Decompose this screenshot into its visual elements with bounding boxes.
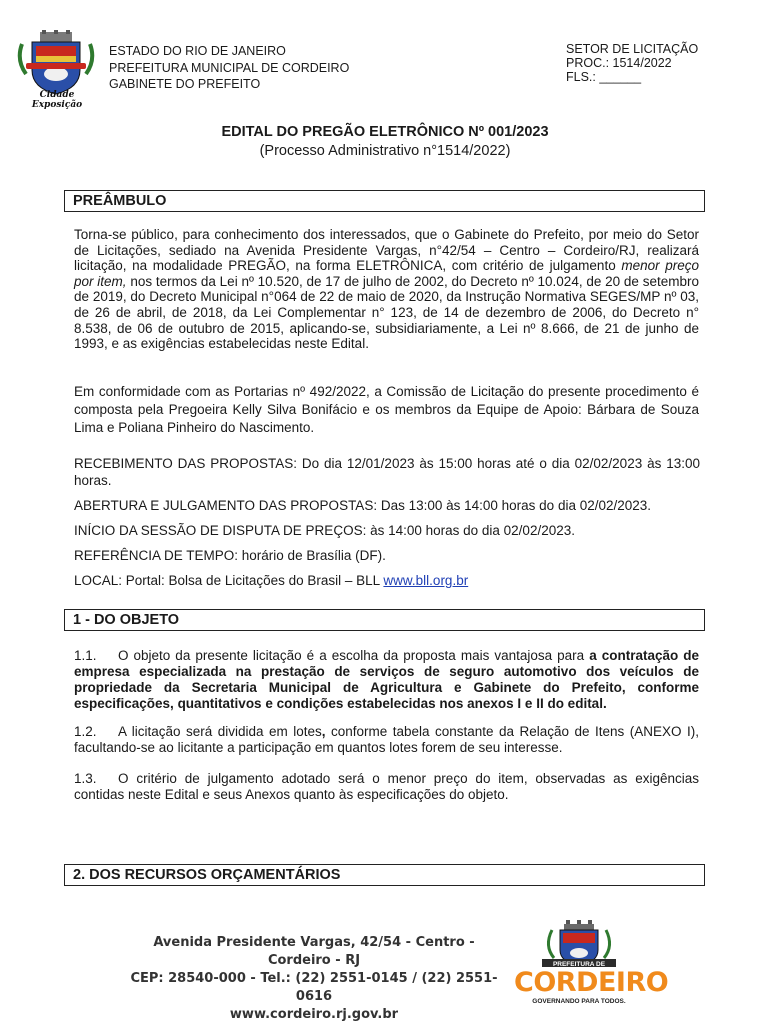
header-proc: PROC.: 1514/2022 [566, 56, 672, 70]
objeto-item-1-2: 1.2. A licitação será dividida em lotes, conforme tabela constante da Relação de Itens (ANEXO I), facultando-se ao licitante a participação em quantos lotes forem de seu interesse. [74, 724, 699, 755]
section-heading-recursos: 2. DOS RECURSOS ORÇAMENTÁRIOS [64, 864, 705, 886]
footer-phone: CEP: 28540-000 - Tel.: (22) 2551-0145 / (22) 2551-0616 [130, 971, 498, 1004]
header-institution [109, 43, 349, 93]
objeto-item-1-1: 1.1. O objeto da presente licitação é a escolha da proposta mais vantajosa para a contratação de empresa especializada na prestação de serviços de seguro automotivo dos veículos de propriedade da Secretaria Municipal de Agricultura e Gabinete do Prefeito, conforme especificações, quantitativos e condições estabelecidas nos anexos I e II do edital. [74, 648, 699, 711]
opening-of-proposals: ABERTURA E JULGAMENTO DAS PROPOSTAS: Das 13:00 às 14:00 horas do dia 02/02/2023. [74, 498, 652, 513]
footer-site: www.cordeiro.rj.gov.br [229, 1007, 399, 1022]
document-subtitle: (Processo Administrativo n°1514/2022) [259, 143, 511, 159]
section-heading-objeto: 1 - DO OBJETO [64, 609, 705, 631]
preambulo-paragraph-1: Torna-se público, para conhecimento dos interessados, que o Gabinete do Prefeito, por meio do Setor de Licitações, sediado na Avenida Presidente Vargas, n°42/54 – Centro – Cordeiro/RJ, realizará licitação, na modalidade PREGÃO, na forma ELETRÔNICA, com critério de julgamento menor preço por item, nos termos da Lei nº 10.520, de 17 de julho de 2002, do Decreto nº 10.024, de 20 de setembro de 2019, do Decreto Municipal n°064 de 22 de maio de 2020, da Instrução Normativa SEGES/MP nº 03, de 26 de abril, de 2018, da Lei Complementar n° 123, de 14 de dezembro de 2006, do Decreto n° 8.538, de 06 de outubro de 2015, aplicando-se, subsidiariamente, a Lei nº 8.666, de 21 de junho de 1993, e as exigências estabelecidas neste Edital. [74, 227, 699, 352]
header-office: GABINETE DO PREFEITO [109, 77, 261, 91]
logo-slogan: GOVERNANDO PARA TODOS. [532, 998, 626, 1005]
header-process-info [566, 42, 698, 84]
header-sector: SETOR DE LICITAÇÃO [566, 42, 699, 56]
logo-city-name: CORDEIRO [514, 967, 669, 998]
objeto-item-1-3: 1.3. O critério de julgamento adotado será o menor preço do item, observadas as exigências contidas neste Edital e seus Anexos quanto às especificações do objeto. [74, 771, 699, 802]
time-reference: REFERÊNCIA DE TEMPO: horário de Brasília (DF). [74, 548, 386, 563]
footer-address: Avenida Presidente Vargas, 42/54 - Centro - Cordeiro - RJ [153, 935, 475, 968]
header-state: ESTADO DO RIO DE JANEIRO [109, 44, 286, 58]
header-municipality: PREFEITURA MUNICIPAL DE CORDEIRO [109, 60, 350, 75]
document-title: EDITAL DO PREGÃO ELETRÔNICO Nº 001/2023 [221, 124, 549, 140]
bll-portal-link[interactable]: www.bll.org.br [383, 573, 469, 588]
dispute-session-start: INÍCIO DA SESSÃO DE DISPUTA DE PREÇOS: às 14:00 horas do dia 02/02/2023. [74, 523, 575, 538]
bidding-location: LOCAL: Portal: Bolsa de Licitações do Brasil – BLL www.bll.org.br [74, 573, 469, 588]
preambulo-paragraph-2: Em conformidade com as Portarias nº 492/2022, a Comissão de Licitação do presente procedimento é composta pela Pregoeira Kelly Silva Bonifácio e os membros da Equipe de Apoio: Bárbara de Souza Lima e Poliana Pinheiro do Nascimento. [74, 384, 699, 435]
header-fls: FLS.: ______ [566, 70, 642, 84]
section-heading-preambulo: PREÂMBULO [64, 190, 705, 212]
crest-caption: Cidade Exposição [31, 90, 83, 110]
logo-prefeitura-label: PREFEITURA DE [552, 961, 606, 968]
footer-contact [124, 934, 504, 1024]
receipt-of-proposals: RECEBIMENTO DAS PROPOSTAS: Do dia 12/01/2023 às 15:00 horas até o dia 02/02/2023 às 13:00 horas. [74, 456, 700, 488]
